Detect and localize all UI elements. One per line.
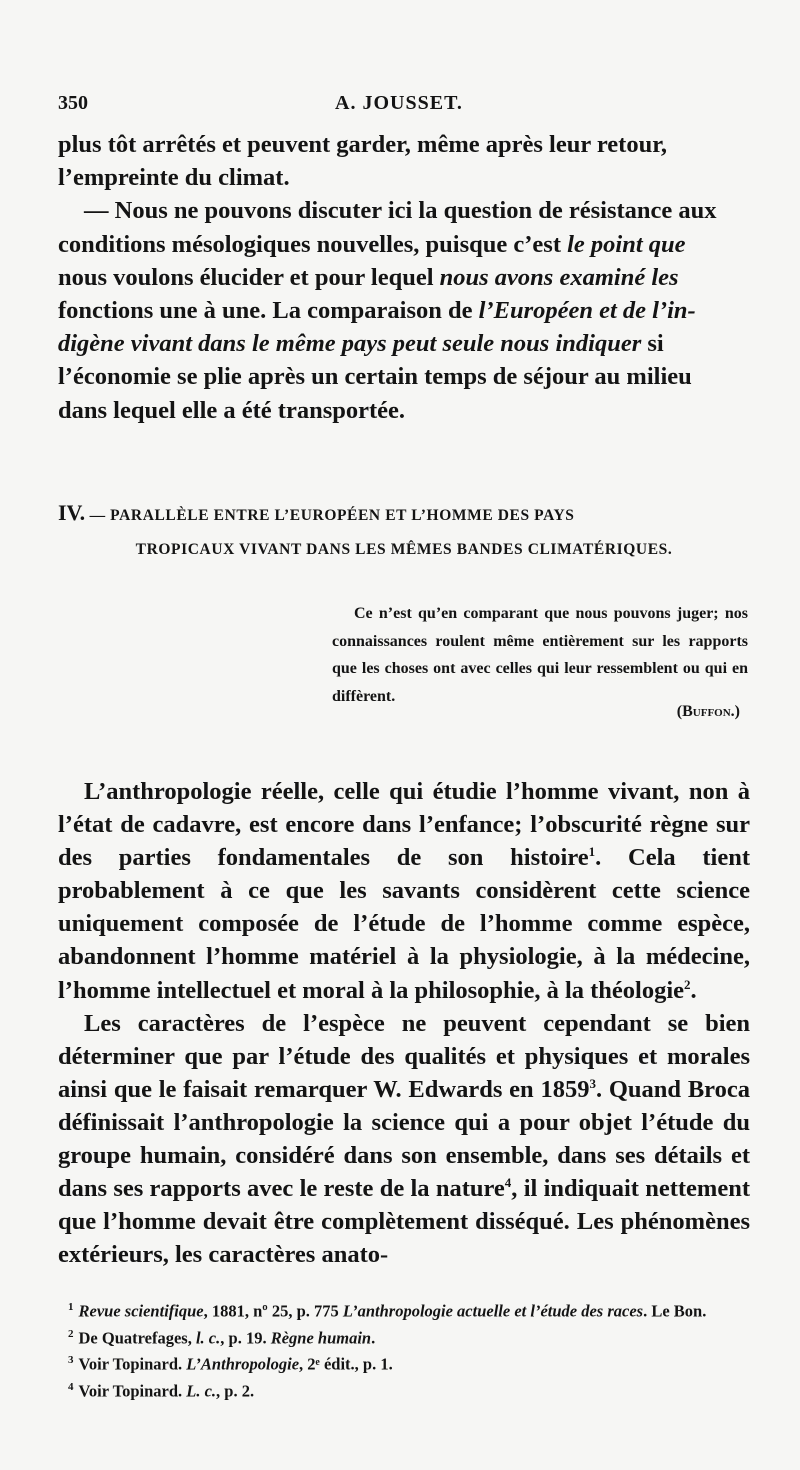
running-title: A. JOUSSET.	[335, 92, 463, 114]
text-line: l’économie se plie après un certain temps de séjour au milieu	[58, 363, 692, 391]
footnote-ref[interactable]: 3	[589, 1075, 596, 1091]
section-number: IV.	[58, 500, 86, 525]
paragraph-climate	[58, 128, 750, 427]
epigraph-source: (Buffon.)	[676, 703, 740, 720]
text-line: — Nous ne pouvons discuter ici la question de résistance aux	[84, 197, 717, 225]
section-title-line1: — PARALLÈLE ENTRE L’EUROPÉEN ET L’HOMME DES PAYS	[89, 507, 575, 524]
text-line: nous voulons élucider et pour lequel nous avons examiné les	[58, 263, 679, 291]
footnote-ref[interactable]: 4	[504, 1174, 512, 1190]
footnote: $^2$ De Quatrefages, l. c., p. 19. Règne humain.	[68, 1327, 376, 1347]
footnote-ref[interactable]: 2	[684, 976, 691, 992]
text-line: plus tôt arrêtés et peuvent garder, même après leur retour,	[58, 131, 667, 158]
text-line: conditions mésologiques nouvelles, puisque c’est le point que	[58, 230, 686, 258]
footnotes	[58, 1296, 750, 1402]
text-line: l’empreinte du climat.	[58, 164, 290, 192]
text-line: dans lequel elle a été transportée.	[58, 396, 406, 424]
footnote-ref[interactable]: 1	[588, 844, 596, 860]
text-line: digène vivant dans le même pays peut seule nous indiquer si	[58, 330, 664, 358]
page-number: 350	[58, 92, 88, 114]
section-title-line2: TROPICAUX VIVANT DANS LES MÊMES BANDES CLIMATÉRIQUES.	[135, 541, 673, 558]
epigraph-quote: Ce n’est qu’en comparant que nous pouvons juger; nos connaissances roulent même entièrement sur les rapports que les choses ont avec celles qui leur ressemblent ou qui en diffèrent.	[332, 605, 748, 705]
footnote: $^4$ Voir Topinard. L. c., p. 2.	[68, 1380, 255, 1400]
footnote: $^3$ Voir Topinard. L’Anthropologie, 2ᵉ édit., p. 1.	[68, 1354, 393, 1374]
paragraph: L’anthropologie réelle, celle qui étudie l’homme vivant, non à l’état de cadavre, est encore dans l’enfance; l’obscurité règne sur des parties fondamentales de son histoire$^1$. Cela tient probablement à ce que les savants considèrent cette science uniquement composée de l’étude de l’homme comme espèce, abandonnent l’homme matériel à la physiologie, à la médecine, l’homme intellectuel et moral à la philosophie, à la théologie$^2$.	[58, 778, 750, 1004]
paragraph: Les caractères de l’espèce ne peuvent cependant se bien déterminer que par l’étude des qualités et physiques et morales ainsi que le faisait remarquer W. Edwards en 1859$^3$. Quand Broca définissait l’anthropologie la science qui a pour objet l’étude du groupe humain, considéré dans son ensemble, dans ses détails et dans ses rapports avec le reste de la nature$^4$, il indiquait nettement que l’homme devait être complètement disséqué. Les phénomènes extérieurs, les caractères anato-	[58, 1009, 750, 1269]
footnote: $^1$ Revue scientifique, 1881, nº 25, p. 775 L’anthropologie actuelle et l’étude des races. Le Bon.	[68, 1301, 707, 1321]
paragraph-anthropology	[58, 775, 750, 1271]
running-head	[58, 92, 740, 120]
section-heading	[58, 496, 750, 567]
text-line: fonctions une à une. La comparaison de l’Européen et de l’in-	[58, 297, 696, 325]
